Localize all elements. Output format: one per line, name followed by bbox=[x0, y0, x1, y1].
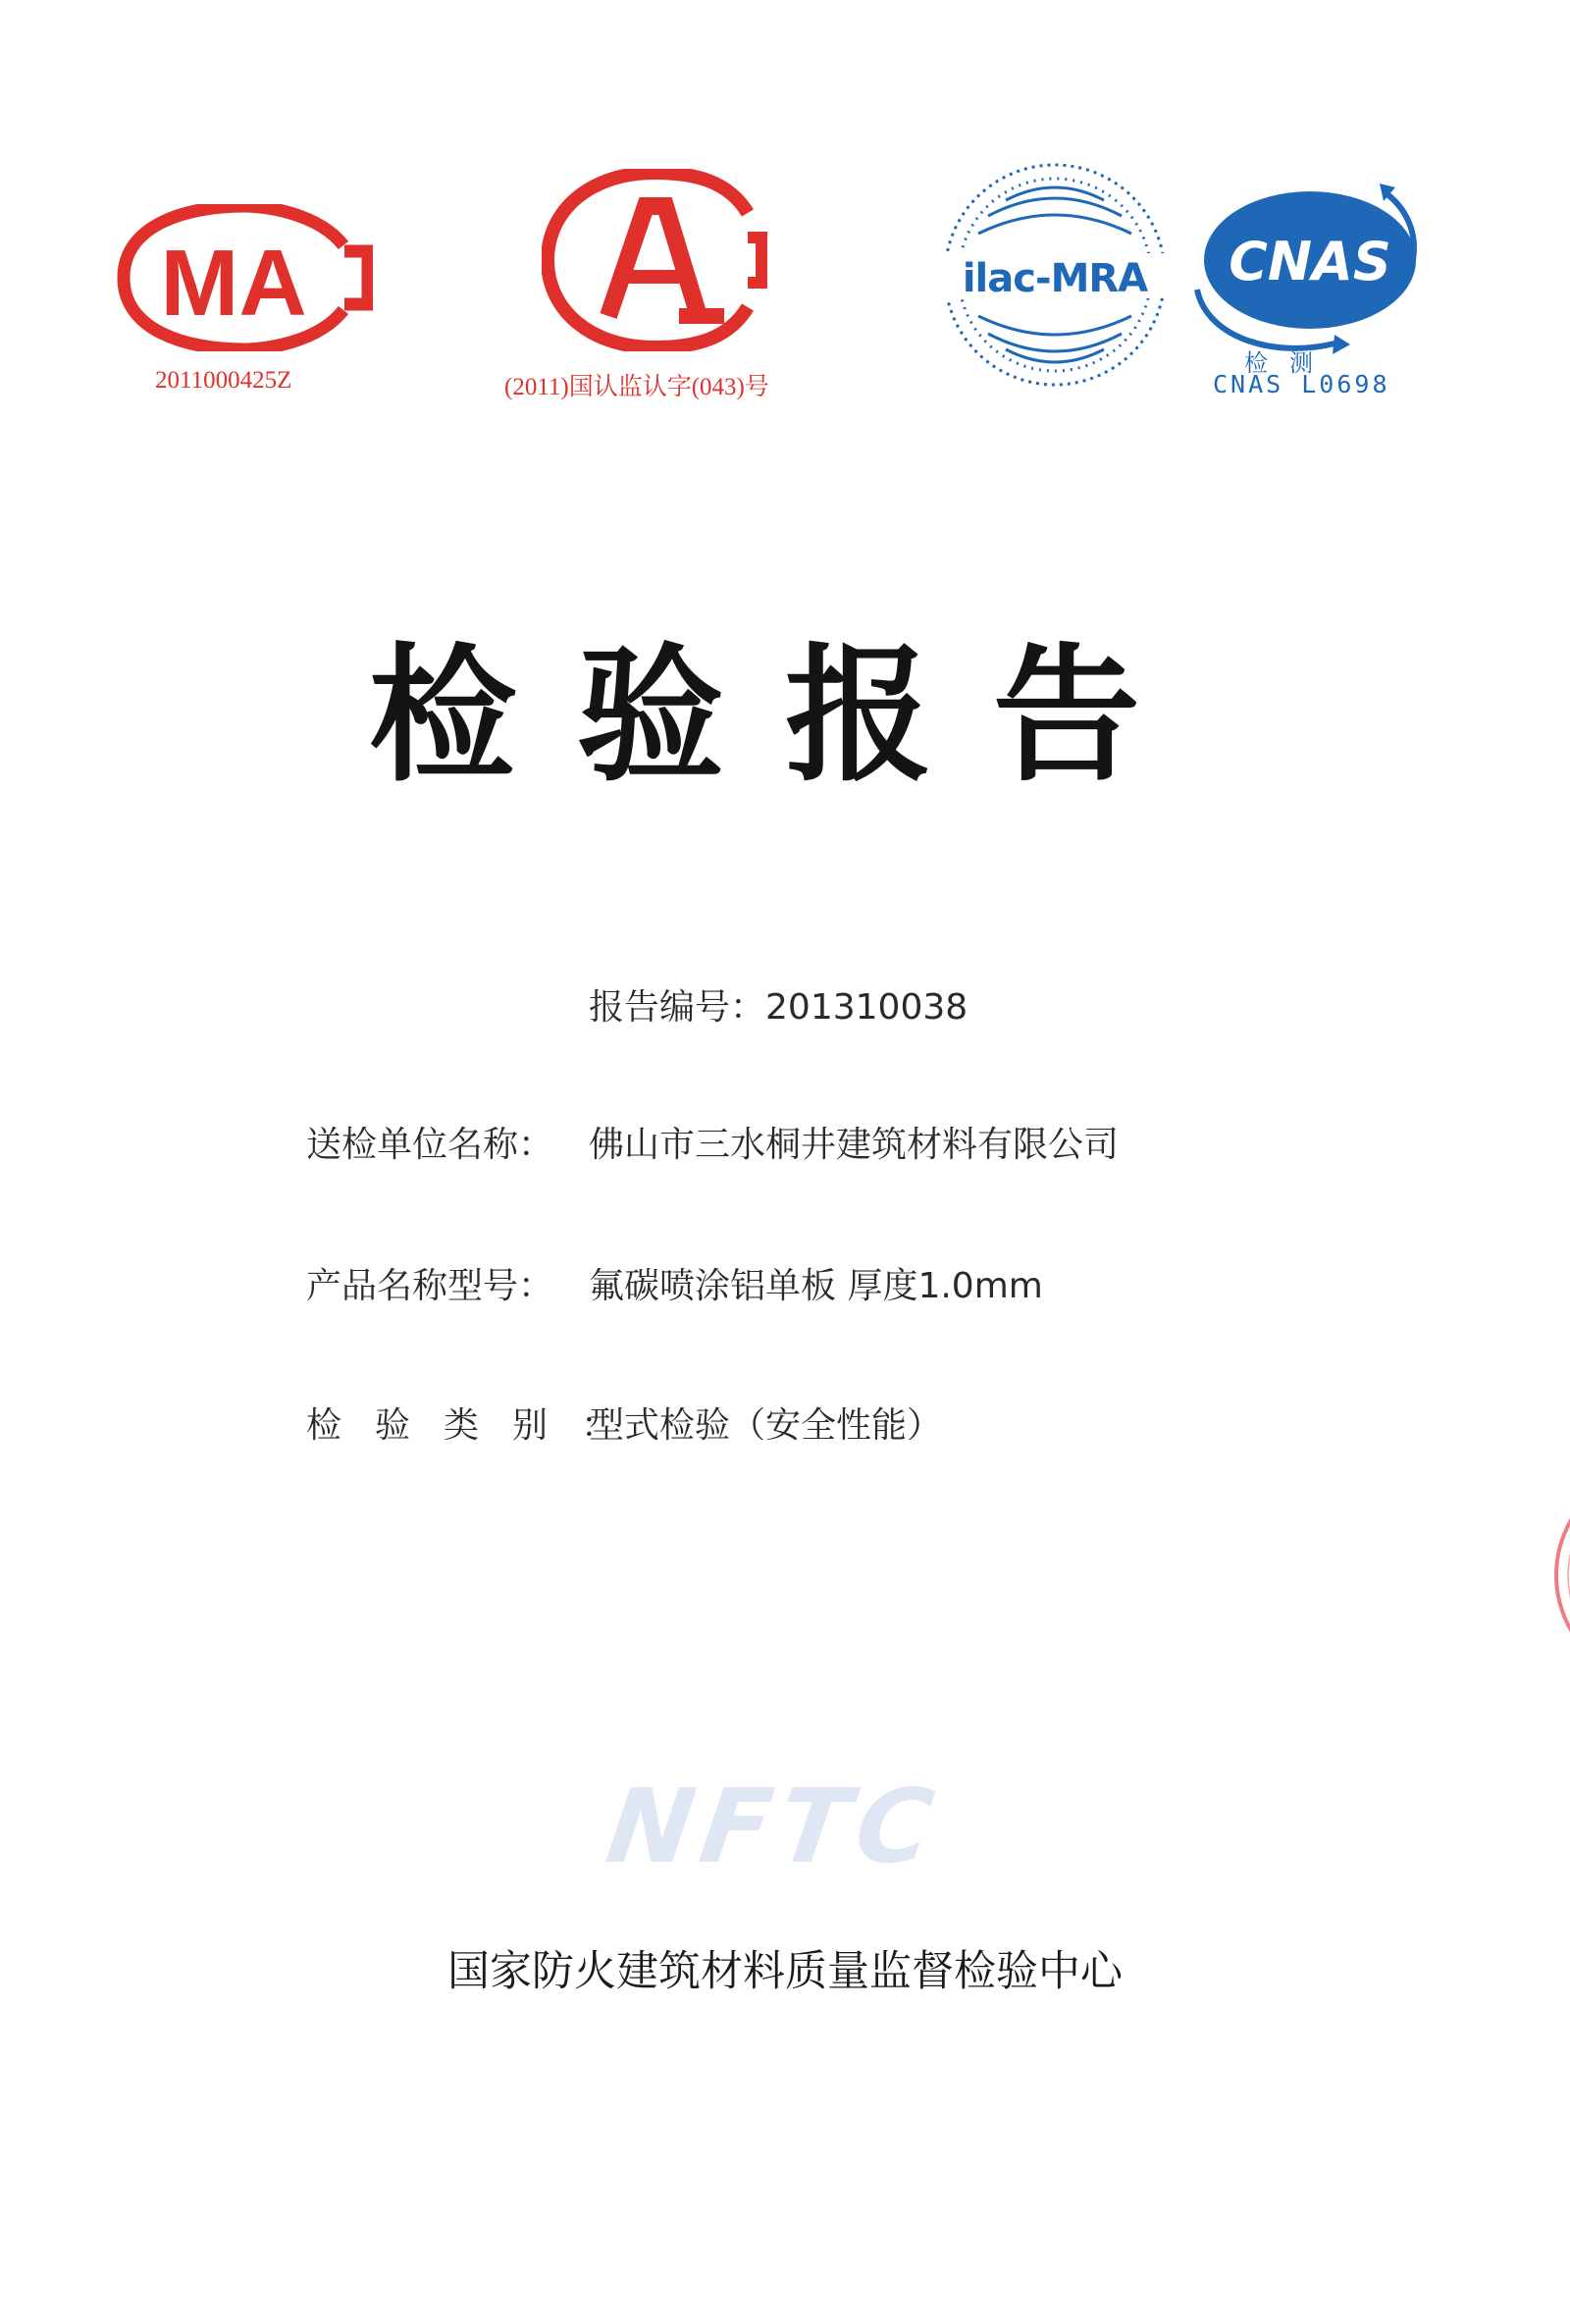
type-value: 型式检验（安全性能） bbox=[589, 1405, 943, 1446]
nftc-watermark: NFTC bbox=[600, 1767, 948, 1886]
product-label: 产品名称型号： bbox=[306, 1266, 554, 1306]
report-number-line bbox=[589, 979, 968, 1030]
ilac-mra-logo bbox=[937, 157, 1173, 393]
type-label: 检验类别： bbox=[306, 1405, 651, 1446]
cma-mark: MA bbox=[160, 231, 307, 336]
cnas-sub-label: 检测 bbox=[1244, 349, 1334, 377]
page-title: 检验报告 bbox=[368, 631, 1201, 802]
issuing-center-name: 国家防火建筑材料质量监督检验中心 bbox=[447, 1947, 1123, 1996]
report-number-label: 报告编号： bbox=[589, 987, 766, 1028]
red-stamp-fragment bbox=[1519, 1462, 1570, 1688]
cnas-code: CNAS L0698 bbox=[1213, 370, 1390, 398]
field-row-client bbox=[306, 1117, 1119, 1167]
field-row-type bbox=[306, 1398, 942, 1448]
field-row-product bbox=[306, 1258, 1043, 1308]
client-label: 送检单位名称： bbox=[306, 1125, 554, 1165]
report-number-value: 201310038 bbox=[765, 987, 968, 1028]
client-value: 佛山市三水桐井建筑材料有限公司 bbox=[589, 1125, 1120, 1165]
cal-logo bbox=[542, 169, 767, 351]
product-value: 氟碳喷涂铝单板 厚度1.0mm bbox=[589, 1266, 1043, 1306]
cma-logo bbox=[116, 204, 373, 351]
cnas-mark: CNAS bbox=[1229, 231, 1391, 292]
cma-caption: 2011000425Z bbox=[155, 367, 292, 394]
ilac-mark: ilac-MRA bbox=[962, 256, 1148, 301]
cal-caption: (2011)国认监认字(043)号 bbox=[504, 374, 769, 400]
cnas-logo bbox=[1187, 172, 1423, 368]
